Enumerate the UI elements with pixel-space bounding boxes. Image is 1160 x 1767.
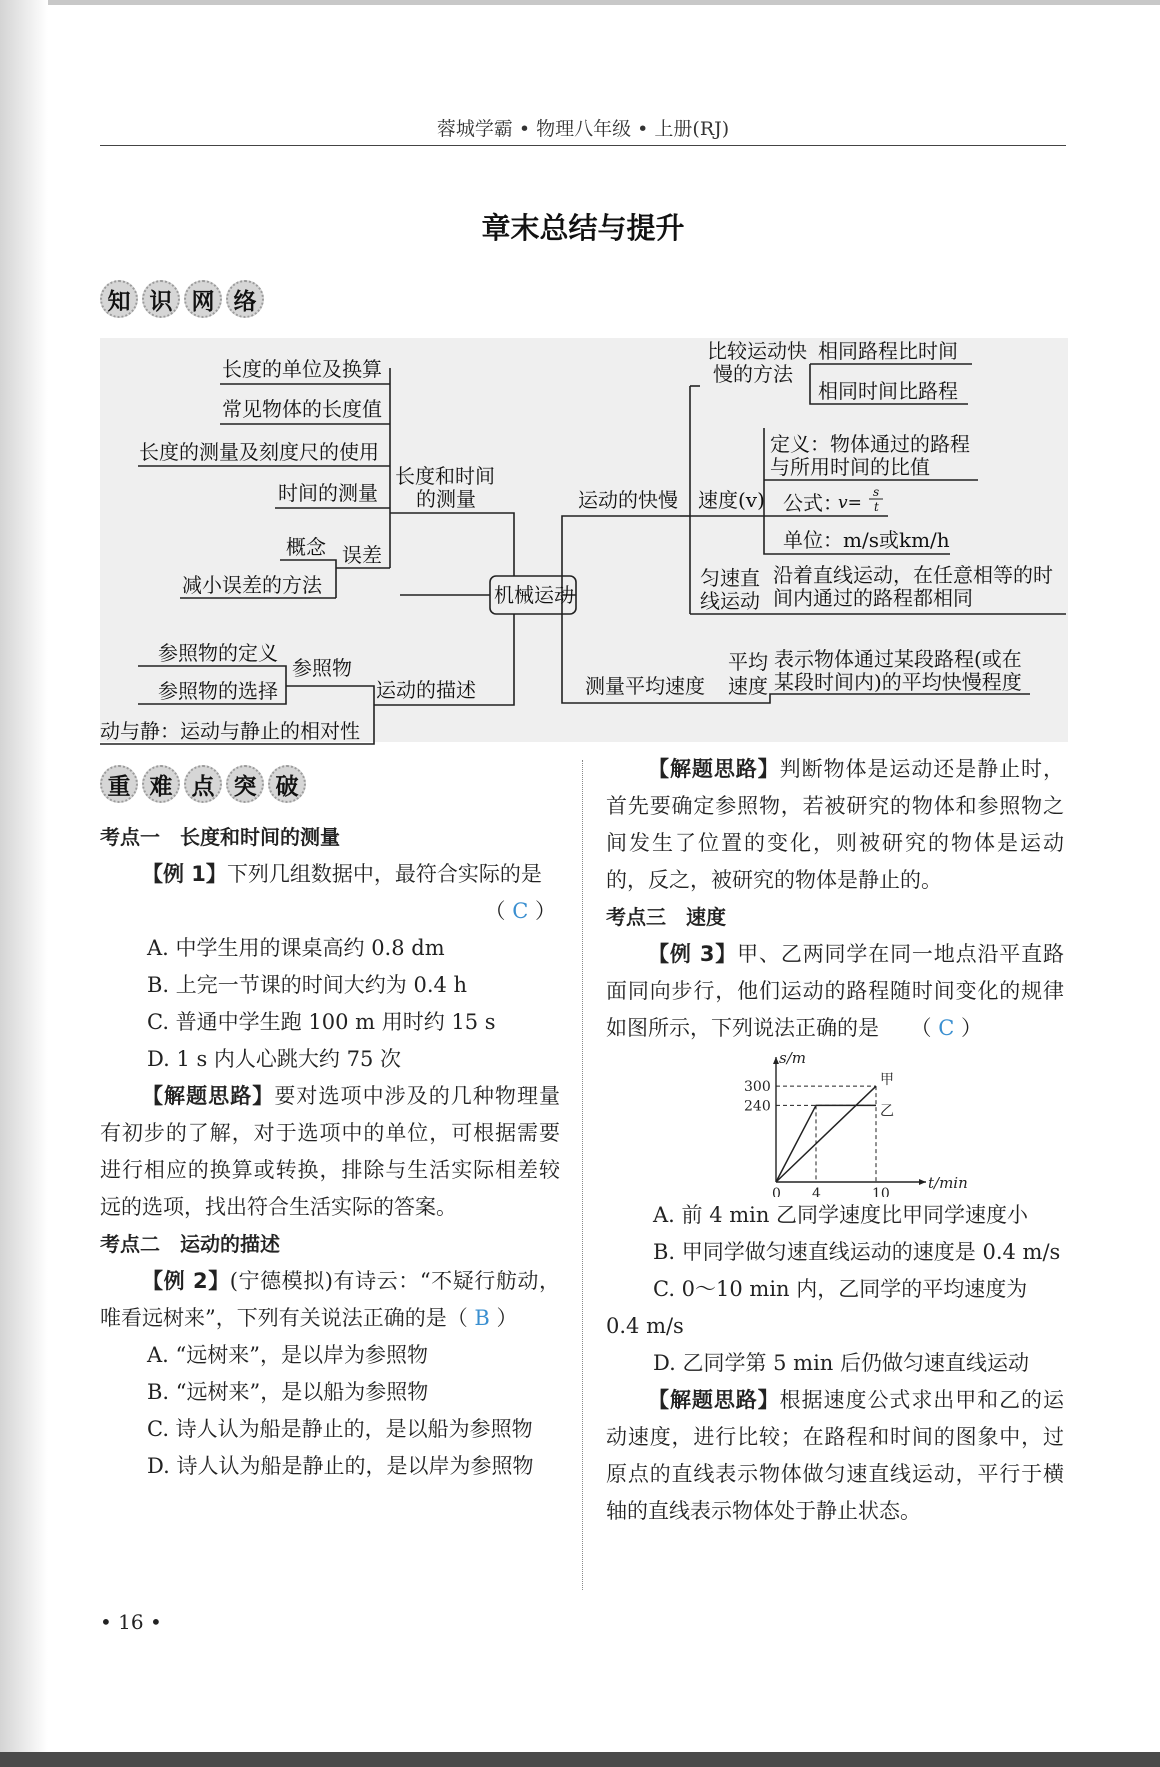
ex2-question — [100, 1263, 560, 1337]
series-label-0: 甲 — [880, 1072, 894, 1089]
y-tick-label: 240 — [744, 1098, 771, 1115]
mm-def-1: 定义：物体通过的路程 — [770, 432, 970, 456]
mm-center: 机械运动 — [494, 583, 574, 607]
mm-def-2: 与所用时间的比值 — [770, 455, 930, 479]
y-axis-label: s/m — [779, 1049, 806, 1067]
mm-formula-label: 公式： — [783, 491, 843, 515]
y-tick-label: 300 — [744, 1079, 771, 1096]
ex2-option-b: B. “远树来”，是以船为参照物 — [147, 1380, 429, 1404]
mm-error: 误差 — [342, 543, 382, 567]
x-tick-label: 4 — [812, 1186, 821, 1197]
series-line-0 — [776, 1086, 876, 1182]
ex1-answer-line — [100, 893, 560, 930]
ex3-answer: C — [938, 1016, 955, 1040]
column-divider — [582, 760, 583, 1590]
mm-reduce-error: 减小误差的方法 — [182, 573, 322, 597]
mm-avg-1: 平均 — [728, 650, 768, 674]
ex1-option-a: A. 中学生用的课桌高约 0.8 dm — [147, 936, 445, 960]
ex3-option-a: A. 前 4 min 乙同学速度比甲同学速度小 — [653, 1203, 1029, 1227]
ex3-graph-container — [606, 1047, 1064, 1197]
mm-error-concept: 概念 — [286, 535, 326, 559]
ex2-paren-open: （ — [446, 1306, 468, 1330]
mm-uniform-desc-1: 沿着直线运动，在任意相等的时 — [773, 563, 1053, 587]
badge-char: 识 — [142, 280, 180, 318]
page-title: 章末总结与提升 — [481, 211, 685, 245]
mm-compare-2: 慢的方法 — [713, 362, 793, 386]
mm-avg-desc-2: 某段时间内)的平均快慢程度 — [774, 670, 1022, 694]
mm-time-measure: 时间的测量 — [278, 481, 378, 505]
ex3-paren-open: （ — [921, 1016, 932, 1040]
ex1-text: 下列几组数据中，最符合实际的是 — [226, 862, 542, 886]
think1-text: 要对选项中涉及的几种物理量有初步的了解，对于选项中的单位，可根据需要进行相应的换算或转换，排除与生活实际相差较远的选项，找出符合生活实际的答案。 — [100, 1084, 561, 1219]
running-header: 蓉城学霸 • 物理八年级 • 上册(RJ) — [436, 118, 730, 140]
think3-text: 根据速度公式求出甲和乙的运动速度，进行比较；在路程和时间的图象中，过原点的直线表示物体做匀速直线运动，平行于横轴的直线表示物体处于静止状态。 — [606, 1388, 1065, 1523]
ex3-option-b: B. 甲同学做匀速直线运动的速度是 0.4 m/s — [653, 1240, 1061, 1264]
series-line-1 — [776, 1105, 876, 1182]
mm-length-unit: 长度的单位及换算 — [222, 357, 382, 381]
kp2-heading: 考点二 运动的描述 — [100, 1232, 280, 1256]
mm-avg-2: 速度 — [728, 674, 768, 698]
ex1-question — [100, 856, 560, 893]
ex3-option-c: C. 0～10 min 内，乙同学的平均速度为 0.4 m/s — [606, 1277, 1028, 1338]
mm-formula-den: t — [874, 500, 879, 514]
think1 — [100, 1078, 560, 1226]
ex1-answer: C — [512, 899, 529, 923]
kp1-heading: 考点一 长度和时间的测量 — [100, 825, 340, 849]
ex2-option-a: A. “远树来”，是以岸为参照物 — [147, 1343, 428, 1367]
ex3-text: 甲、乙两同学在同一地点沿平直路面同向步行，他们运动的路程随时间变化的规律如图所示，下列说法正确的是 — [606, 942, 1064, 1040]
mindmap-edge — [286, 686, 374, 705]
ex1-option-d: D. 1 s 内人心跳大约 75 次 — [147, 1047, 401, 1071]
badge-char: 网 — [184, 280, 222, 318]
page-number: • 16 • — [100, 1610, 162, 1634]
mm-uniform-1: 匀速直 — [700, 566, 760, 590]
ex3-paren-close: ） — [960, 1016, 982, 1040]
mindmap-edge — [390, 513, 514, 576]
x-tick-label: 10 — [872, 1186, 890, 1197]
mm-formula-num: s — [873, 485, 880, 499]
ex2-text: (宁德模拟)有诗云：“不疑行舫动，唯看远树来”，下列有关说法正确的是 — [100, 1269, 560, 1330]
badge-char: 络 — [226, 280, 264, 318]
ex2-label: 【例 2】 — [142, 1269, 230, 1293]
badge-char: 重 — [100, 765, 138, 803]
mm-length-time-2: 的测量 — [416, 487, 476, 511]
bottom-edge — [0, 1752, 1160, 1767]
think2-text: 判断物体是运动还是静止时，首先要确定参照物，若被研究的物体和参照物之间发生了位置的变化，则被研究的物体是运动的，反之，被研究的物体是静止的。 — [606, 757, 1065, 892]
mm-avg-desc-1: 表示物体通过某段路程(或在 — [774, 647, 1022, 671]
series-label-1: 乙 — [880, 1103, 894, 1120]
ex3-st-graph — [606, 1047, 1064, 1197]
ex3-question — [606, 936, 1064, 1047]
mm-ref-def: 参照物的定义 — [158, 641, 278, 665]
ex1-paren-open: （ — [484, 899, 506, 923]
ex2-paren-close: ） — [496, 1306, 518, 1330]
think3 — [606, 1382, 1064, 1530]
mm-ref-choice: 参照物的选择 — [158, 679, 278, 703]
mm-same-path: 相同路程比时间 — [818, 339, 958, 363]
mm-ruler-use: 长度的测量及刻度尺的使用 — [139, 440, 379, 464]
mm-compare-1: 比较运动快 — [707, 339, 807, 363]
x-axis-arrow — [919, 1179, 926, 1185]
section-badge-breakthrough — [100, 765, 306, 803]
badge-char: 难 — [142, 765, 180, 803]
ex3-option-d: D. 乙同学第 5 min 后仍做匀速直线运动 — [653, 1351, 1029, 1375]
ex2-answer: B — [474, 1306, 490, 1330]
think3-label: 【解题思路】 — [648, 1388, 780, 1412]
ex2-option-c: C. 诗人认为船是静止的，是以船为参照物 — [147, 1417, 533, 1441]
x-axis-label: t/min — [928, 1174, 968, 1192]
ex1-paren-close: ） — [535, 899, 556, 923]
think2 — [606, 751, 1064, 899]
mm-uniform-desc-2: 间内通过的路程都相同 — [773, 586, 973, 610]
mm-same-time: 相同时间比路程 — [818, 379, 958, 403]
mm-length-time: 长度和时间 — [395, 464, 495, 488]
mm-unit: 单位：m/s或km/h — [783, 528, 950, 552]
right-column — [606, 751, 1064, 1530]
think1-label: 【解题思路】 — [142, 1084, 275, 1108]
badge-char: 突 — [226, 765, 264, 803]
ex1-option-c: C. 普通中学生跑 100 m 用时约 15 s — [147, 1010, 496, 1034]
kp3-heading: 考点三 速度 — [606, 905, 726, 929]
mm-formula-lhs: v= — [838, 493, 862, 513]
ex1-label: 【例 1】 — [142, 862, 227, 886]
mm-speed: 速度(v) — [698, 488, 765, 512]
mm-relativity: 动与静：运动与静止的相对性 — [100, 719, 360, 743]
x-tick-label: 0 — [772, 1186, 781, 1197]
badge-char: 破 — [268, 765, 306, 803]
badge-char: 点 — [184, 765, 222, 803]
mm-motion-desc: 运动的描述 — [376, 678, 476, 702]
badge-char: 知 — [100, 280, 138, 318]
knowledge-mindmap — [0, 0, 1160, 760]
mm-uniform-2: 线运动 — [700, 589, 760, 613]
mm-speed-of-motion: 运动的快慢 — [578, 488, 678, 512]
left-column — [100, 819, 560, 1485]
mindmap-edge — [562, 516, 680, 595]
mm-common-length: 常见物体的长度值 — [222, 397, 382, 421]
think2-label: 【解题思路】 — [648, 757, 780, 781]
mm-measure-avg: 测量平均速度 — [585, 674, 705, 698]
mm-reference: 参照物 — [292, 656, 352, 680]
ex3-label: 【例 3】 — [648, 942, 738, 966]
ex1-option-b: B. 上完一节课的时间大约为 0.4 h — [147, 973, 468, 997]
ex2-option-d: D. 诗人认为船是静止的，是以岸为参照物 — [147, 1454, 534, 1478]
